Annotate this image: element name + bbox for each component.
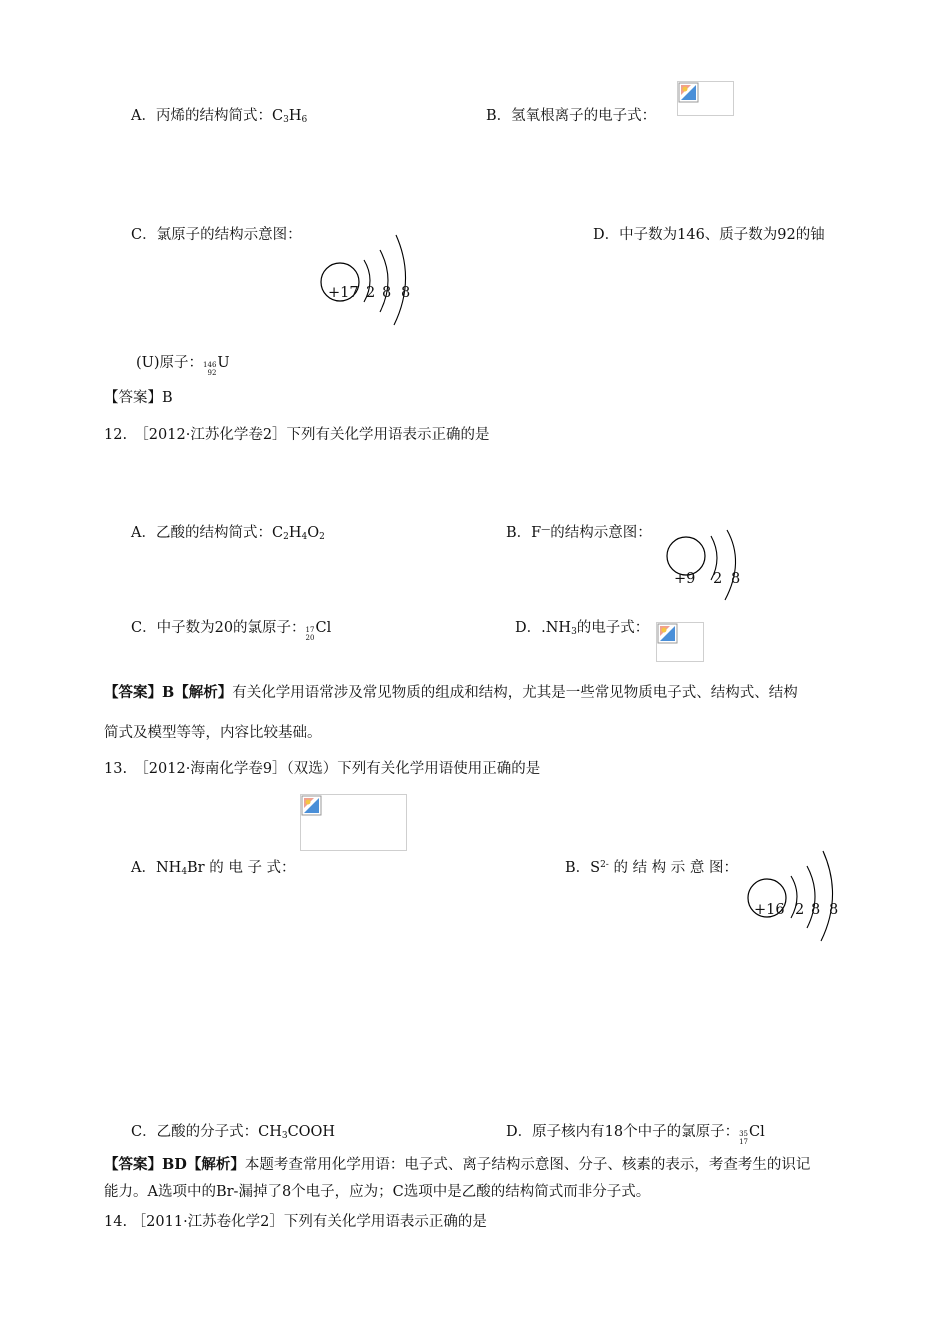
q11-option-d-continued: (U)原子： 146 92 U [136,355,230,377]
q11-answer: 【答案】B [104,390,173,406]
q12-option-b: B．F—的结构示意图： [506,525,652,541]
sulfide-shell-3-count: 8 [829,902,839,918]
q11-option-b-image-placeholder [677,81,734,116]
q13-stem: 13. ［2012·海南化学卷9］（双选）下列有关化学用语使用正确的是 [104,761,541,777]
chlorine-35-isotope-numbers: 35 17 [739,1130,748,1146]
sulfide-shell-2-count: 8 [811,902,821,918]
fluoride-shell-2-count: 8 [731,571,741,587]
q13-option-a: A．$NH_4Br$ 的 电 子 式： [131,860,296,878]
shell-arc-3 [821,851,833,941]
q13-answer-line-2: 能力。A选项中的Br-漏掉了8个电子，应为；C选项中是乙酸的结构简式而非分子式。 [104,1184,651,1200]
q13-option-b: B．$S^{2-}$ 的 结 构 示 意 图： [565,860,739,876]
q12-option-a: A．乙酸的结构简式：$C_2H_4O_2$ [131,525,325,543]
nucleus-circle [667,537,705,575]
shell-arc-2 [725,530,736,600]
q12-stem: 12. ［2012·江苏化学卷2］下列有关化学用语表示正确的是 [104,427,490,443]
q14-stem: 14. ［2011·江苏卷化学2］下列有关化学用语表示正确的是 [104,1214,487,1230]
chlorine-shell-2-count: 8 [382,285,392,301]
shell-arc-2 [380,250,388,312]
sulfide-shell-1-count: 2 [795,902,805,918]
broken-image-icon [678,82,700,104]
chlorine-shell-1-count: 2 [366,285,376,301]
q12-option-d-image-placeholder [656,622,704,662]
q13-answer-line-1: 【答案】BD【解析】本题考查常用化学用语：电子式、离子结构示意图、分子、核素的表示，考查考生的识记 [104,1156,811,1173]
q12-option-d: D．$.NH_3$的电子式： [515,620,650,638]
q11-option-b: B．氢氧根离子的电子式： [486,108,657,124]
q12-answer-line-2: 简式及模型等等，内容比较基础。 [104,725,322,741]
q13-option-a-image-placeholder [300,794,407,851]
sulfide-nucleus-label: +16 [754,902,785,918]
q11-option-d: D．中子数为146、质子数为92的铀 [593,227,825,243]
broken-image-icon [301,795,323,817]
chlorine-shell-3-count: 8 [401,285,411,301]
q11-option-c: C．氯原子的结构示意图： [131,227,302,243]
chlorine-atom-structure-diagram [318,230,418,330]
q12-option-c: C．中子数为20的氯原子： 17 20 Cl [131,620,332,642]
fluoride-nucleus-label: +9 [674,571,696,587]
q12-answer-line-1: 【答案】B【解析】有关化学用语常涉及常见物质的组成和结构，尤其是一些常见物质电子式、结构式、结构 [104,684,798,701]
broken-image-icon [657,623,679,645]
q11-option-a: A．丙烯的结构简式：$C_3H_6$ [131,108,308,126]
sulfide-ion-structure-diagram [745,848,845,948]
shell-arc-3 [394,235,406,325]
chlorine-nucleus-label: +17 [328,285,359,301]
chlorine-isotope-numbers: 17 20 [305,626,315,642]
uranium-isotope-numbers: 146 92 [203,361,217,377]
fluoride-ion-structure-diagram [665,530,745,610]
q13-option-c: C．乙酸的分子式：$CH_3COOH$ [131,1124,336,1142]
fluoride-shell-1-count: 2 [713,571,723,587]
q13-option-d: D．原子核内有18个中子的氯原子： 35 17 Cl [506,1124,765,1146]
